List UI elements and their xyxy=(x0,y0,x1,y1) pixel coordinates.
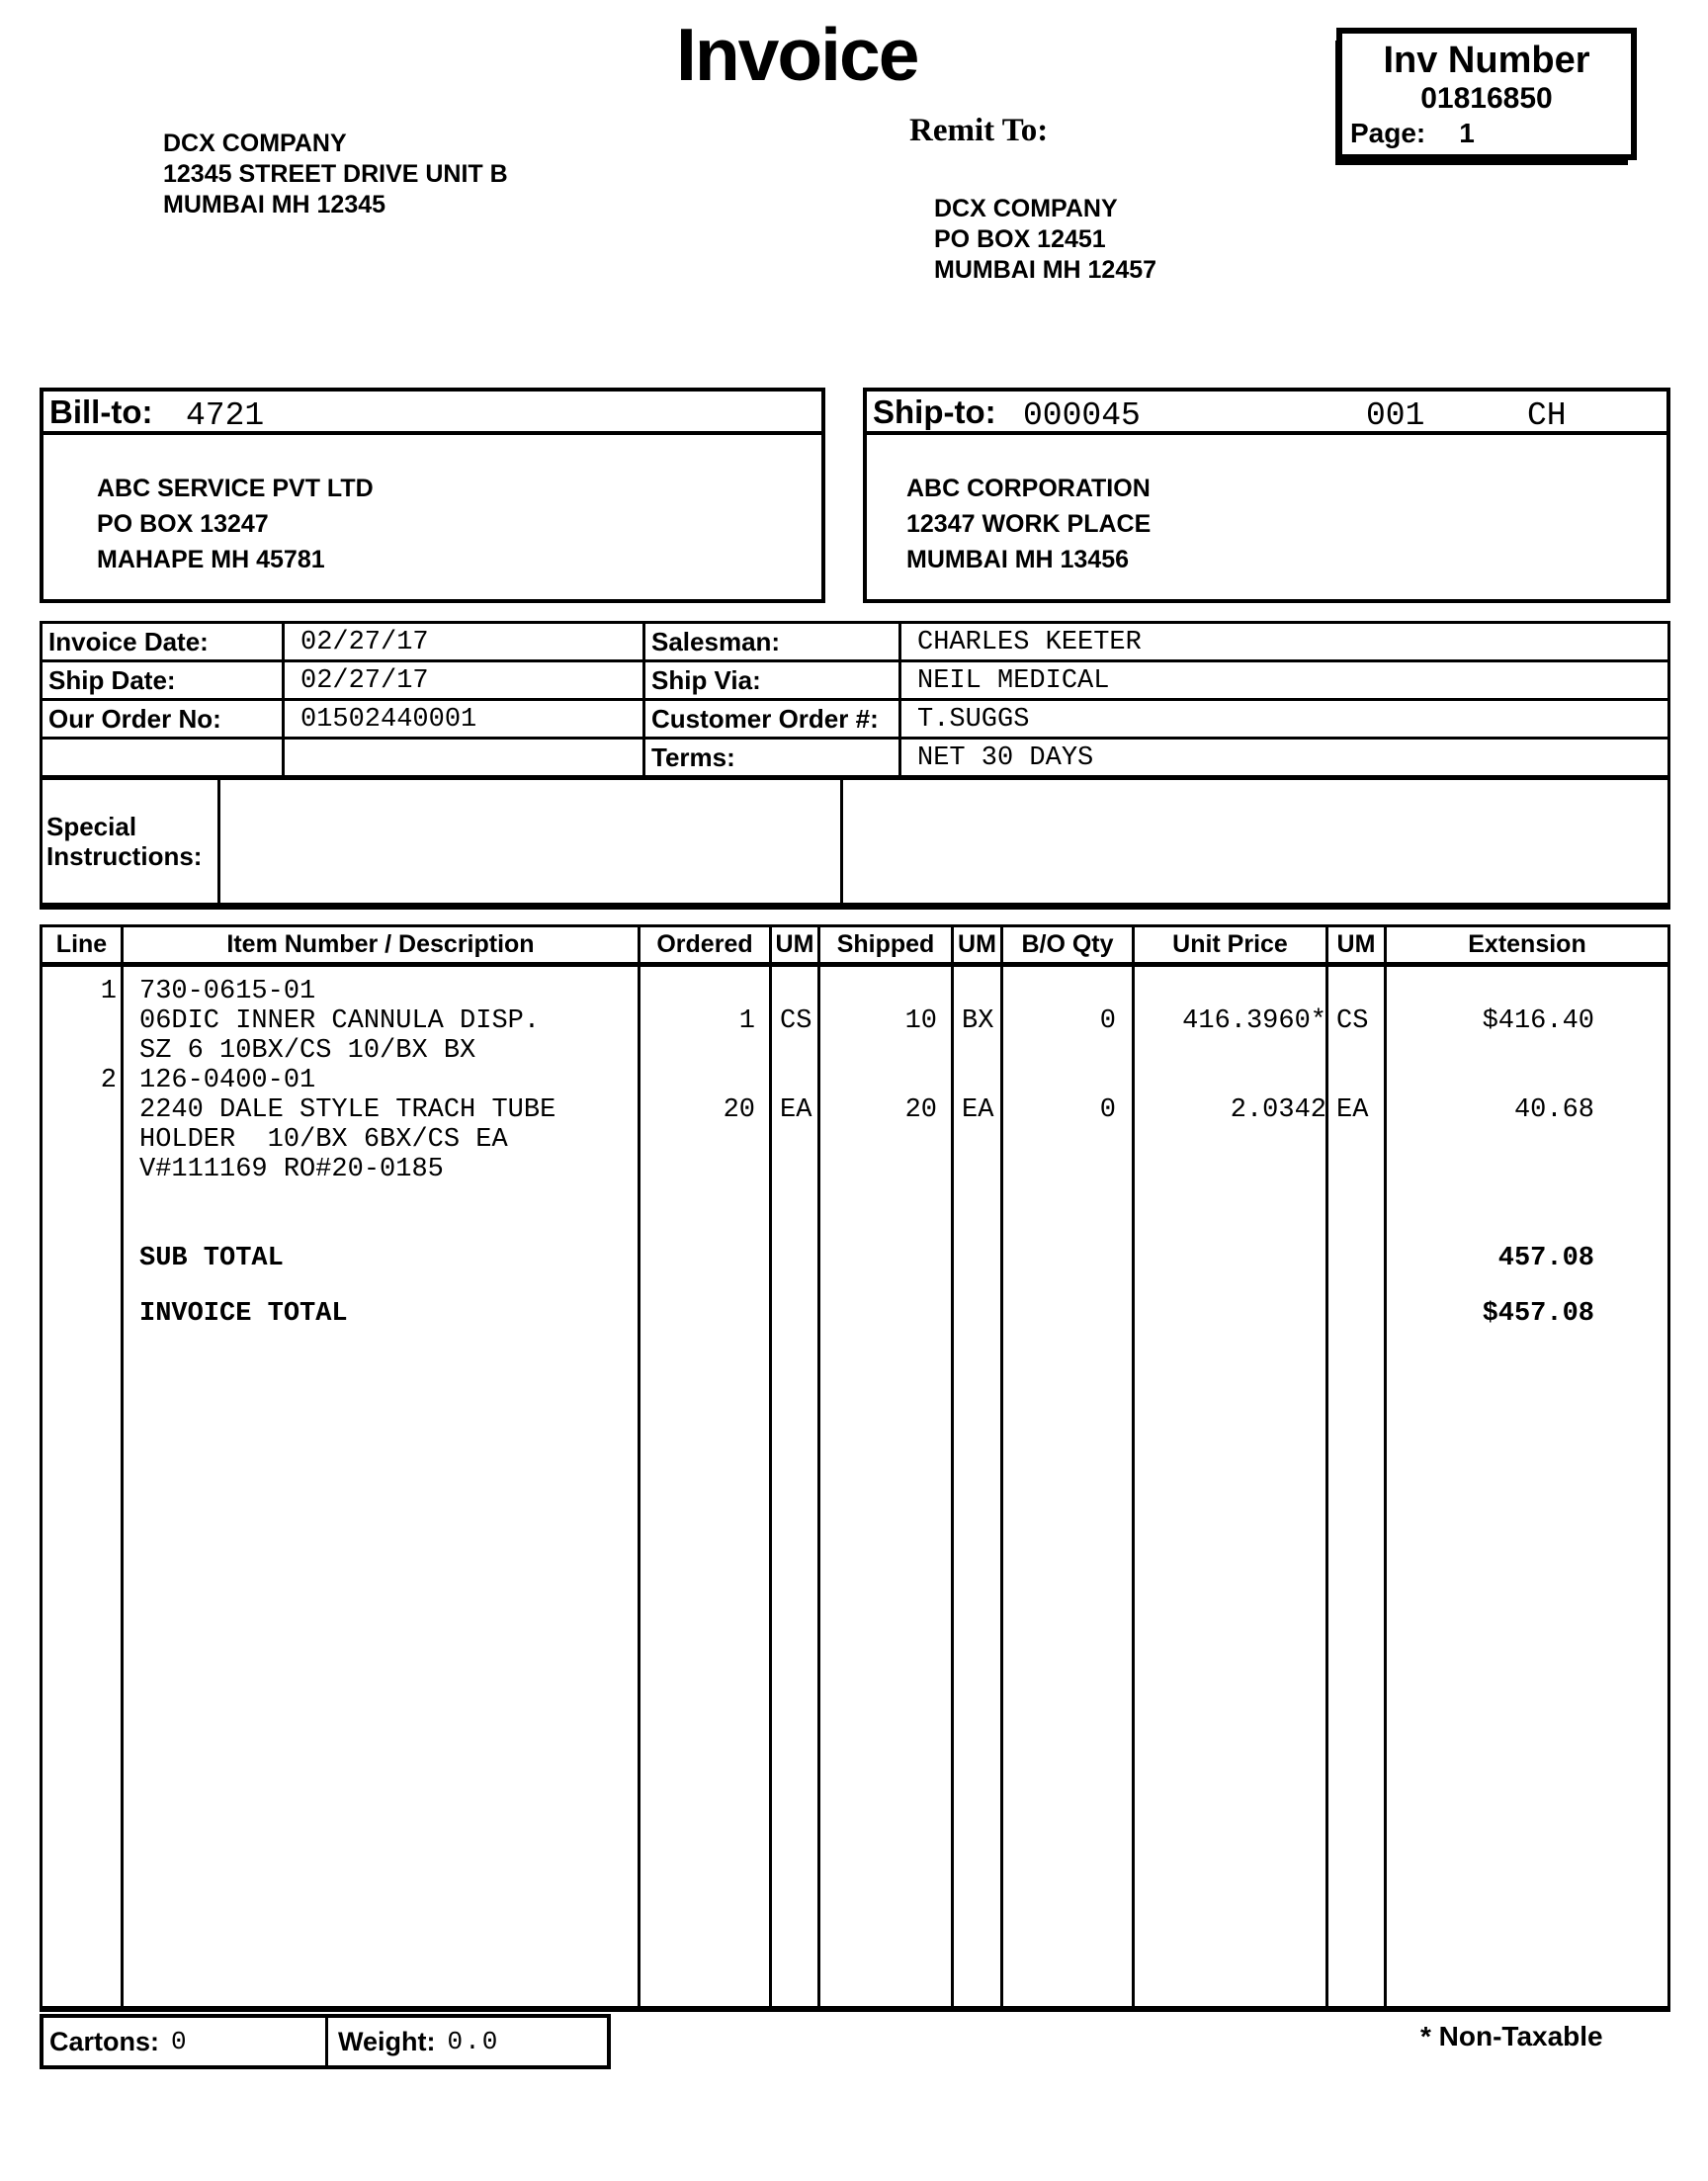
ship-to-type-code: CH xyxy=(1527,397,1567,434)
column-divider xyxy=(951,967,954,2006)
sub-total-value: 457.08 xyxy=(1497,1244,1594,1273)
special-instructions-extra-area xyxy=(843,780,1667,903)
item-number: 730-0615-01 xyxy=(139,977,316,1006)
special-instructions-section xyxy=(40,777,1670,910)
weight-cell xyxy=(328,2018,607,2065)
salesman-value: CHARLES KEETER xyxy=(901,624,1667,659)
ship-to-address-line: MUMBAI MH 13456 xyxy=(906,546,1130,573)
terms-label: Terms: xyxy=(645,740,898,775)
item-shipped-qty: 20 xyxy=(904,1095,937,1125)
cartons-label: Cartons: xyxy=(49,2026,160,2056)
item-description: SZ 6 10BX/CS 10/BX BX xyxy=(139,1036,476,1066)
details-empty-label-cell xyxy=(43,740,282,775)
bill-to-label: Bill-to: xyxy=(49,393,153,430)
col-header-bo-qty: B/O Qty xyxy=(1003,927,1135,962)
invoice-number-box xyxy=(1336,28,1637,160)
page-title: Invoice xyxy=(676,13,918,96)
seller-address-line: DCX COMPANY xyxy=(163,130,347,157)
weight-value: 0.0 xyxy=(447,2027,500,2056)
bill-to-address-line: ABC SERVICE PVT LTD xyxy=(97,475,374,502)
seller-address-line: MUMBAI MH 12345 xyxy=(163,191,386,218)
remit-address-line: PO BOX 12451 xyxy=(934,225,1106,253)
line-items-header-row xyxy=(43,927,1667,967)
col-header-um-1: UM xyxy=(772,927,820,962)
item-price-um: CS xyxy=(1336,1006,1369,1036)
col-header-line: Line xyxy=(43,927,124,962)
remit-address-line: DCX COMPANY xyxy=(934,195,1118,222)
weight-label: Weight: xyxy=(338,2026,436,2056)
bill-to-address-line: PO BOX 13247 xyxy=(97,510,269,538)
item-number: 126-0400-01 xyxy=(139,1066,316,1095)
cartons-value: 0 xyxy=(171,2027,189,2056)
item-line-number: 2 xyxy=(100,1066,117,1095)
cartons-weight-box xyxy=(40,2014,611,2069)
item-unit-price: 2.0342 xyxy=(1230,1095,1326,1125)
non-taxable-note: * Non-Taxable xyxy=(1420,2021,1603,2051)
ship-date-label: Ship Date: xyxy=(43,662,282,698)
bill-to-code: 4721 xyxy=(186,397,265,434)
our-order-label: Our Order No: xyxy=(43,701,282,737)
col-header-um-3: UM xyxy=(1328,927,1387,962)
seller-address xyxy=(163,129,508,220)
ship-to-box xyxy=(863,388,1670,603)
item-ordered-um: EA xyxy=(780,1095,812,1125)
invoice-total-value: $457.08 xyxy=(1482,1299,1594,1329)
ship-to-header xyxy=(867,392,1666,435)
inv-number-label: Inv Number xyxy=(1383,40,1590,81)
item-ordered-qty: 1 xyxy=(738,1006,755,1036)
ship-to-address xyxy=(867,435,1666,577)
customer-order-value: T.SUGGS xyxy=(901,701,1667,737)
item-ordered-qty: 20 xyxy=(723,1095,755,1125)
item-extension: $416.40 xyxy=(1482,1006,1594,1036)
item-ordered-um: CS xyxy=(780,1006,812,1036)
page-label: Page: xyxy=(1350,118,1426,148)
line-items-body xyxy=(43,967,1667,2006)
special-instructions-label: Special Instructions: xyxy=(43,780,220,903)
item-unit-price: 416.3960* xyxy=(1182,1006,1326,1036)
bill-to-address-line: MAHAPE MH 45781 xyxy=(97,546,325,573)
customer-order-label: Customer Order #: xyxy=(645,701,898,737)
col-header-unit-price: Unit Price xyxy=(1135,927,1328,962)
salesman-label: Salesman: xyxy=(645,624,898,659)
col-header-um-2: UM xyxy=(954,927,1003,962)
ship-to-code: 000045 xyxy=(1023,397,1141,434)
item-shipped-qty: 10 xyxy=(904,1006,937,1036)
ship-to-store-number: 001 xyxy=(1366,397,1425,434)
item-description: 2240 DALE STYLE TRACH TUBE xyxy=(139,1095,556,1125)
page-row xyxy=(1350,117,1623,150)
invoice-date-label: Invoice Date: xyxy=(43,624,282,659)
bill-to-address xyxy=(43,435,821,577)
remit-to-address xyxy=(934,194,1156,286)
cartons-cell xyxy=(43,2018,328,2065)
ship-via-value: NEIL MEDICAL xyxy=(901,662,1667,698)
remit-address-line: MUMBAI MH 12457 xyxy=(934,256,1157,284)
sub-total-label: SUB TOTAL xyxy=(139,1244,284,1273)
ship-to-address-line: ABC CORPORATION xyxy=(906,475,1151,502)
item-description: HOLDER 10/BX 6BX/CS EA xyxy=(139,1125,508,1155)
item-backorder-qty: 0 xyxy=(1099,1095,1116,1125)
item-backorder-qty: 0 xyxy=(1099,1006,1116,1036)
item-line-number: 1 xyxy=(100,977,117,1006)
col-header-item-number: Item Number / Description xyxy=(124,927,640,962)
bill-to-box xyxy=(40,388,825,603)
our-order-value: 01502440001 xyxy=(285,701,642,737)
ship-to-address-line: 12347 WORK PLACE xyxy=(906,510,1152,538)
invoice-details-table xyxy=(40,621,1670,778)
col-header-shipped: Shipped xyxy=(820,927,954,962)
line-items-table xyxy=(40,924,1670,2012)
column-divider xyxy=(769,967,772,2006)
terms-value: NET 30 DAYS xyxy=(901,740,1667,775)
item-shipped-um: BX xyxy=(962,1006,994,1036)
invoice-date-value: 02/27/17 xyxy=(285,624,642,659)
inv-number-value: 01816850 xyxy=(1420,82,1553,115)
item-description: 06DIC INNER CANNULA DISP. xyxy=(139,1006,541,1036)
column-divider xyxy=(121,967,124,2006)
item-price-um: EA xyxy=(1336,1095,1369,1125)
seller-address-line: 12345 STREET DRIVE UNIT B xyxy=(163,160,508,188)
ship-date-value: 02/27/17 xyxy=(285,662,642,698)
page-number: 1 xyxy=(1459,118,1475,148)
col-header-extension: Extension xyxy=(1468,930,1586,958)
invoice-total-label: INVOICE TOTAL xyxy=(139,1299,348,1329)
col-header-ordered: Ordered xyxy=(640,927,772,962)
item-extension: 40.68 xyxy=(1513,1095,1594,1125)
item-shipped-um: EA xyxy=(962,1095,994,1125)
ship-via-label: Ship Via: xyxy=(645,662,898,698)
item-description: V#111169 RO#20-0185 xyxy=(139,1155,444,1184)
details-empty-value-cell xyxy=(285,740,642,775)
bill-to-header xyxy=(43,392,821,435)
special-instructions-field xyxy=(220,780,843,903)
remit-to-label: Remit To: xyxy=(909,113,1049,148)
ship-to-label: Ship-to: xyxy=(873,393,996,430)
